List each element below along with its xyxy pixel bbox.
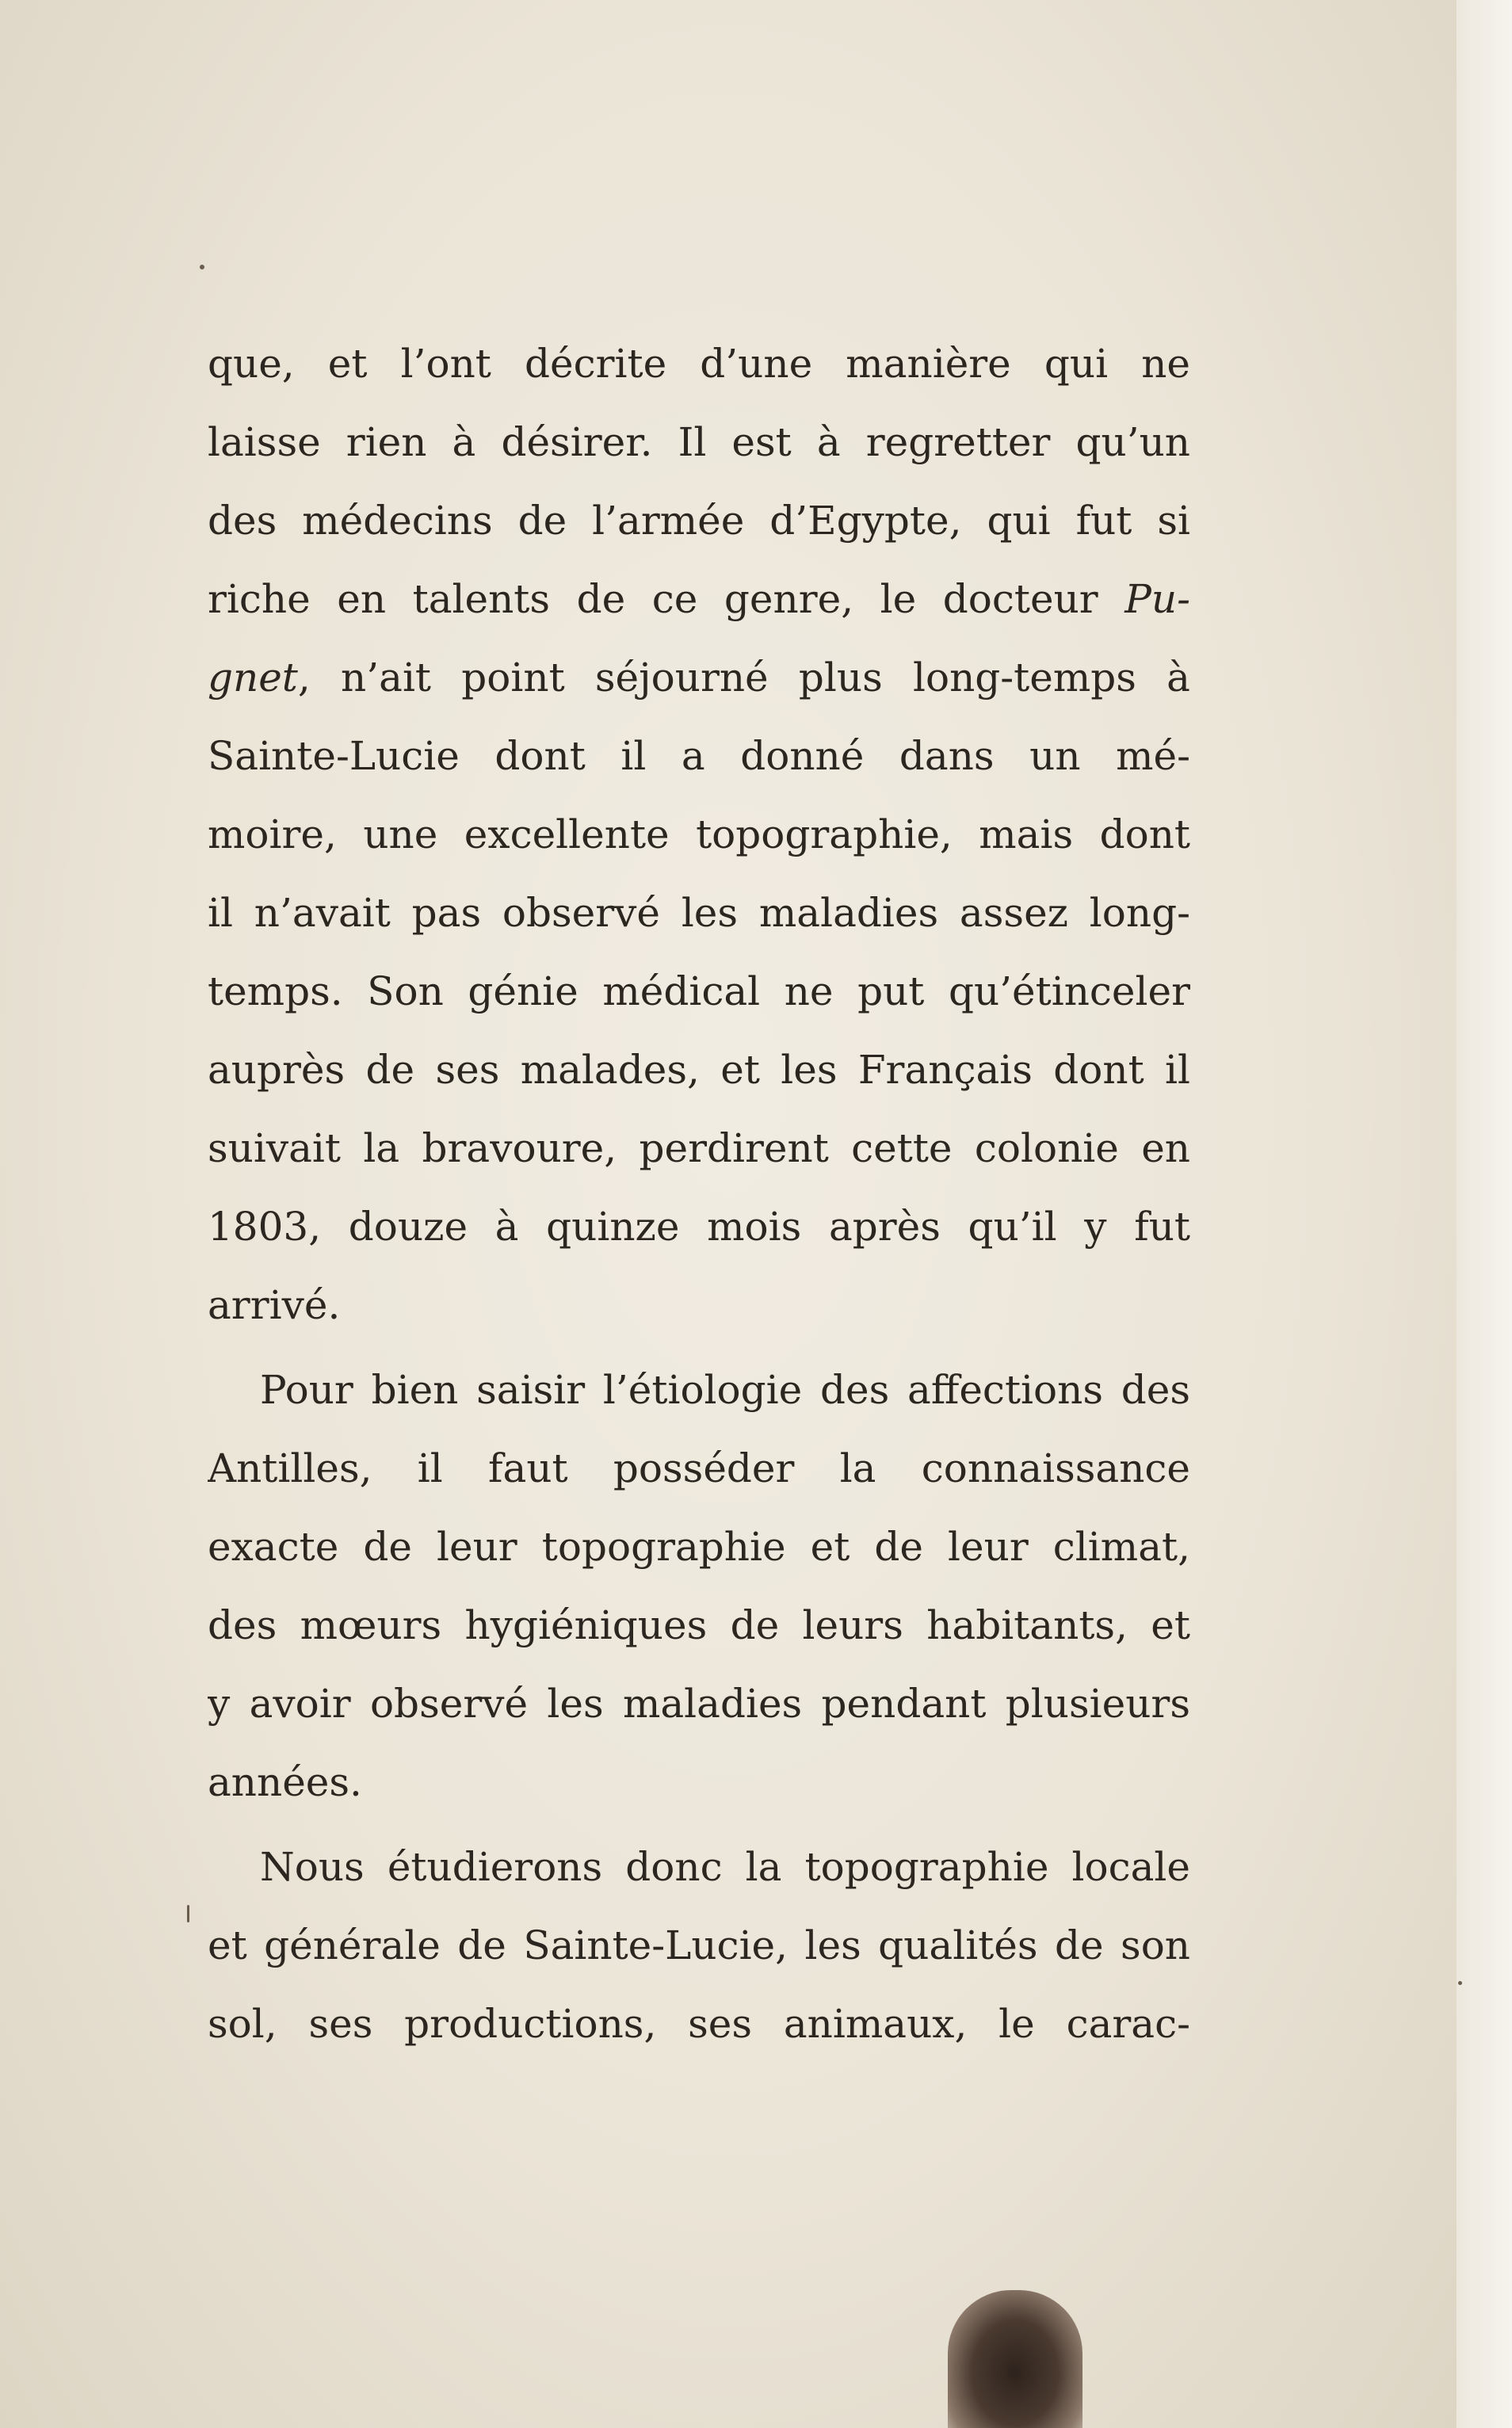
paragraph-1-line-12: 1803, douze à quinze mois après qu’il y fut — [208, 1204, 1190, 1250]
paragraph-1-line-5 — [208, 639, 1190, 717]
paragraph-1-line-1: que, et l’ont décrite d’une manière qui ne — [208, 341, 1190, 387]
paragraph-2-line-4: des mœurs hygiéniques de leurs habitants, et — [208, 1602, 1190, 1648]
paragraph-gap — [208, 1345, 1190, 1351]
page-stain — [948, 2290, 1082, 2428]
paragraph-1-line-7: moire, une excellente topographie, mais dont — [208, 811, 1190, 857]
paragraph-2-line-2: Antilles, il faut posséder la connaissance — [208, 1445, 1190, 1491]
paragraph-3-line-3: sol, ses productions, ses animaux, le carac- — [208, 2001, 1190, 2047]
paragraph-2-line-6: années. — [208, 1759, 362, 1805]
paragraph-2-line-3: exacte de leur topographie et de leur climat, — [208, 1524, 1190, 1570]
paragraph-2-line-1: Pour bien saisir l’étiologie des affections des — [260, 1367, 1190, 1413]
paragraph-1-line-3: des médecins de l’armée d’Egypte, qui fut si — [208, 498, 1190, 544]
italic-name-part-2: gnet — [208, 655, 298, 701]
paper-speck — [1458, 1981, 1462, 1985]
paragraph-1-line-9: temps. Son génie médical ne put qu’étinceler — [208, 968, 1190, 1014]
paragraph-3-line-2: et générale de Sainte-Lucie, les qualités de son — [208, 1922, 1190, 1968]
paragraph-1-line-10: auprès de ses malades, et les Français dont il — [208, 1047, 1190, 1093]
paragraph-1-line-8: il n’avait pas observé les maladies assez long- — [208, 890, 1190, 936]
paragraph-3-line-1: Nous étudierons donc la topographie locale — [260, 1844, 1190, 1890]
page-edge — [1457, 0, 1512, 2428]
paragraph-1-line-13: arrivé. — [208, 1282, 341, 1328]
paragraph-2-line-5: y avoir observé les maladies pendant plusieurs — [208, 1681, 1190, 1727]
paragraph-1-line-2: laisse rien à désirer. Il est à regretter qu’un — [208, 419, 1190, 465]
paragraph-gap — [208, 1822, 1190, 1828]
paragraph-1-line-4 — [208, 560, 1190, 639]
paragraph-1-line-5-text: , n’ait point séjourné plus long-temps à — [297, 655, 1190, 701]
paper-speck — [200, 265, 204, 269]
paragraph-1-line-11: suivait la bravoure, perdirent cette colonie en — [208, 1125, 1190, 1171]
paper-speck — [187, 1905, 189, 1922]
body-text — [208, 325, 1190, 2063]
paragraph-1-line-6: Sainte-Lucie dont il a donné dans un mé- — [208, 733, 1190, 779]
paragraph-1-line-4-text: riche en talents de ce genre, le docteur — [208, 576, 1125, 622]
italic-name-part-1: Pu- — [1124, 576, 1190, 622]
